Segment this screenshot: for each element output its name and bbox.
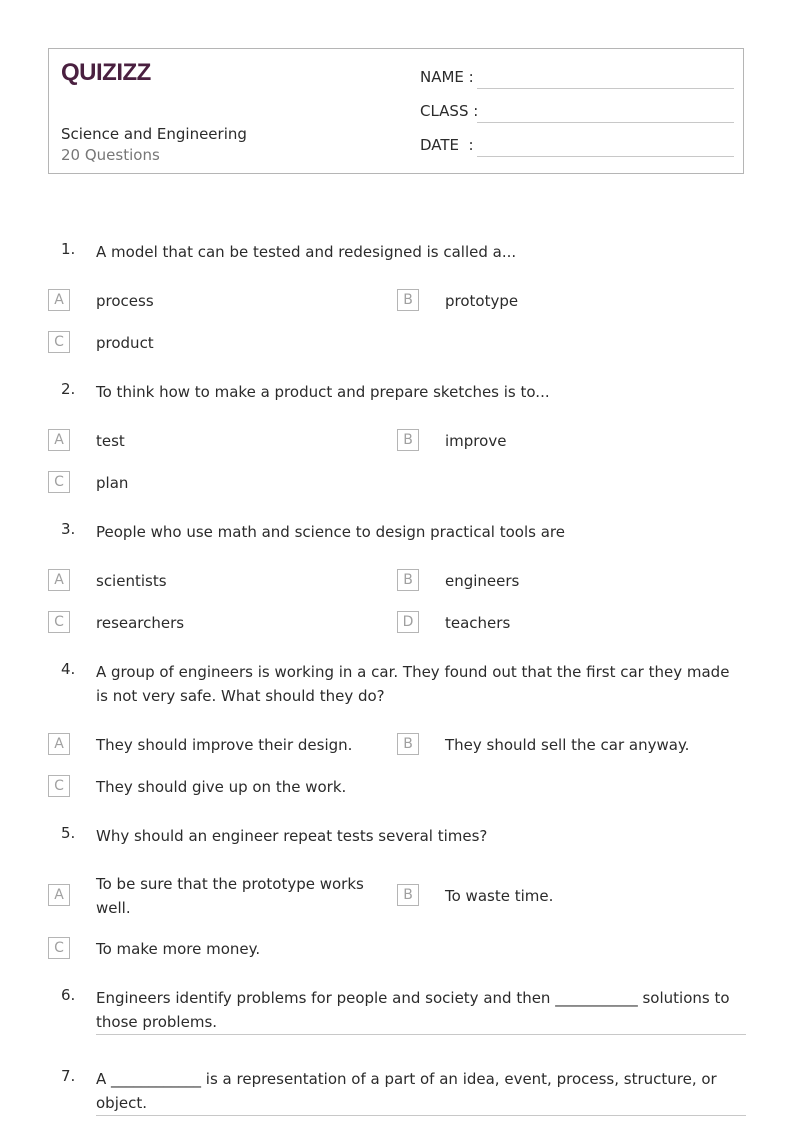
option-text: They should improve their design. — [96, 736, 353, 754]
option-text: engineers — [445, 572, 520, 590]
question-text: Engineers identify problems for people and society and then ___________ solutions to those problems. — [96, 986, 746, 1035]
option-text: process — [96, 292, 154, 310]
option-letter-box[interactable]: C — [48, 775, 70, 797]
option-letter-box[interactable]: A — [48, 569, 70, 591]
option-letter-box[interactable]: D — [397, 611, 419, 633]
question-number: 5. — [61, 824, 76, 842]
question-text: A group of engineers is working in a car. They found out that the first car they made is not very safe. What should they do? — [96, 663, 730, 705]
svg-text:QUIZIZZ: QUIZIZZ — [61, 59, 151, 85]
name-label: NAME : — [420, 68, 474, 86]
option-text: prototype — [445, 292, 519, 310]
question-number: 4. — [61, 660, 76, 678]
option-letter-box[interactable]: B — [397, 429, 419, 451]
question-text: Why should an engineer repeat tests several times? — [96, 827, 488, 845]
question-text: A ____________ is a representation of a part of an idea, event, process, structure, or object. — [96, 1067, 746, 1116]
question-number: 3. — [61, 520, 76, 538]
option-text: improve — [445, 432, 507, 450]
question-number: 2. — [61, 380, 76, 398]
option-text: product — [96, 334, 154, 352]
date-line[interactable] — [477, 156, 734, 157]
option-letter-box[interactable]: A — [48, 289, 70, 311]
option-text: scientists — [96, 572, 167, 590]
quizizz-logo — [61, 59, 153, 85]
option-letter-box[interactable]: A — [48, 884, 70, 906]
option-text: test — [96, 432, 125, 450]
option-letter-box[interactable]: C — [48, 471, 70, 493]
option-text: teachers — [445, 614, 511, 632]
class-line[interactable] — [477, 122, 734, 123]
question-number: 7. — [61, 1067, 76, 1085]
option-letter-box[interactable]: B — [397, 884, 419, 906]
option-letter-box[interactable]: B — [397, 289, 419, 311]
option-text: They should sell the car anyway. — [445, 736, 690, 754]
worksheet-title: Science and Engineering — [61, 125, 247, 143]
date-field[interactable] — [420, 136, 734, 158]
question-number: 6. — [61, 986, 76, 1004]
option-letter-box[interactable]: C — [48, 611, 70, 633]
option-text: They should give up on the work. — [96, 778, 347, 796]
name-field[interactable] — [420, 68, 734, 90]
option-letter-box[interactable]: A — [48, 429, 70, 451]
question-text: A model that can be tested and redesigned is called a... — [96, 243, 517, 261]
question-text: People who use math and science to design practical tools are — [96, 523, 565, 541]
option-text: researchers — [96, 614, 185, 632]
option-letter-box[interactable]: A — [48, 733, 70, 755]
option-letter-box[interactable]: B — [397, 569, 419, 591]
quizizz-logo-icon — [61, 59, 153, 85]
option-letter-box[interactable]: B — [397, 733, 419, 755]
option-text: To make more money. — [96, 940, 261, 958]
name-line[interactable] — [477, 88, 734, 89]
option-letter-box[interactable]: C — [48, 937, 70, 959]
option-text: To be sure that the prototype works well. — [96, 875, 364, 917]
question-count: 20 Questions — [61, 146, 160, 164]
worksheet-header — [48, 48, 744, 174]
option-text: To waste time. — [445, 887, 554, 905]
class-label: CLASS : — [420, 102, 479, 120]
option-text: plan — [96, 474, 129, 492]
question-number: 1. — [61, 240, 76, 258]
question-text: To think how to make a product and prepare sketches is to... — [96, 383, 550, 401]
class-field[interactable] — [420, 102, 734, 124]
option-letter-box[interactable]: C — [48, 331, 70, 353]
date-label: DATE : — [420, 136, 474, 154]
